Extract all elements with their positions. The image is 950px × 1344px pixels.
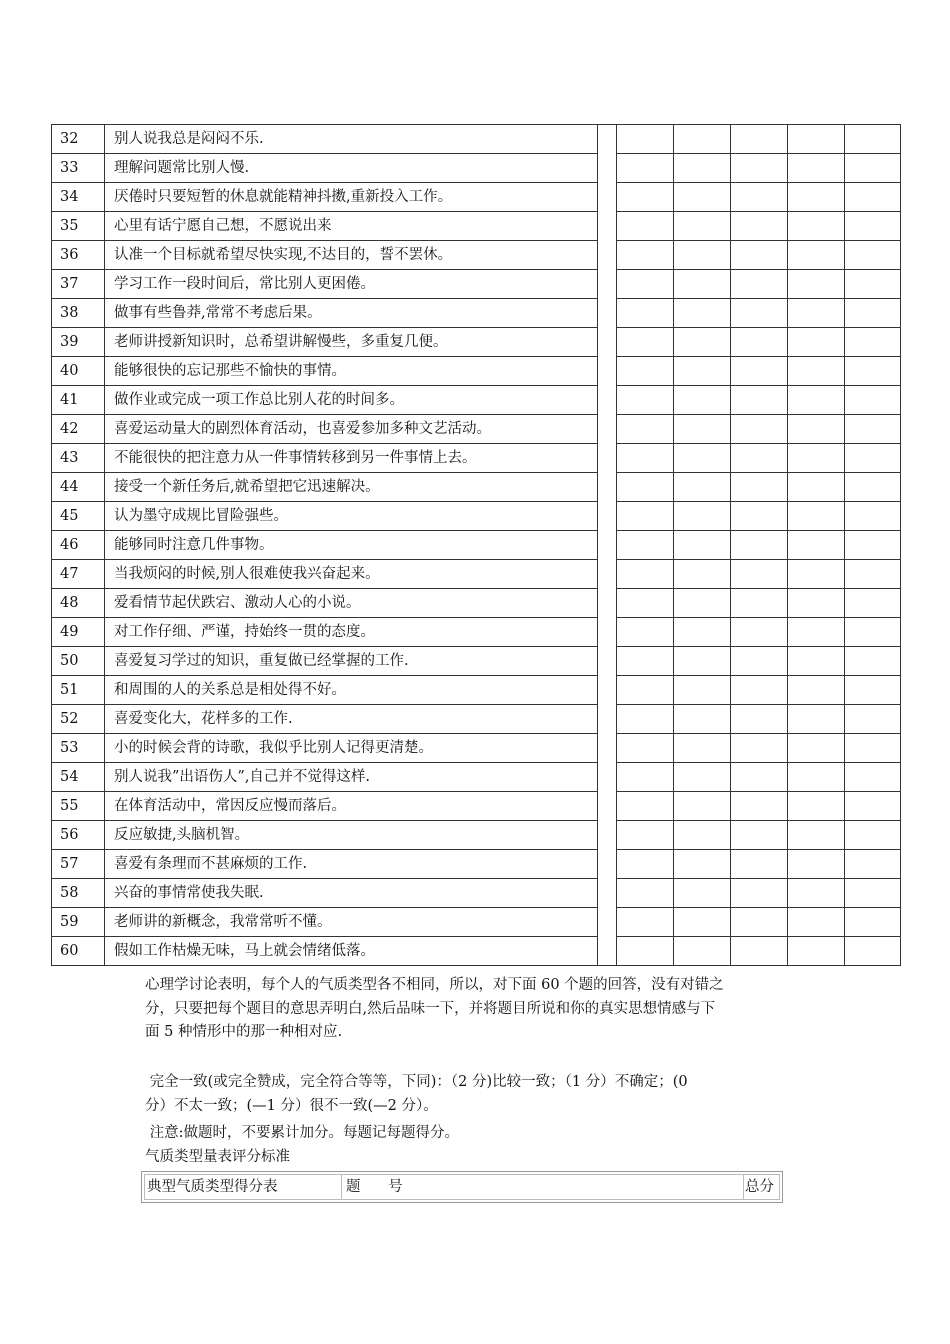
question-row — [52, 270, 901, 299]
score-table-type-header: 典型气质类型得分表 — [147, 1179, 278, 1195]
answer-cell[interactable] — [617, 821, 674, 850]
answer-cell[interactable] — [674, 647, 731, 676]
answer-cell[interactable] — [845, 850, 901, 879]
separator-cell — [598, 676, 617, 705]
question-text: 爱看情节起伏跌宕、激动人心的小说。 — [105, 589, 598, 618]
answer-cell[interactable] — [845, 212, 901, 241]
question-row — [52, 531, 901, 560]
answer-cell[interactable] — [788, 647, 845, 676]
answer-cell[interactable] — [731, 792, 788, 821]
question-row — [52, 299, 901, 328]
question-number: 52 — [52, 705, 105, 734]
scale-line: 完全一致(或完全赞成，完全符合等等，下同)：（2 分)比较一致；（1 分）不确定；(0 — [145, 1074, 688, 1090]
question-row — [52, 676, 901, 705]
question-text: 别人说我”出语伤人”,自己并不觉得这样. — [105, 763, 598, 792]
answer-cell[interactable] — [845, 676, 901, 705]
answer-cell[interactable] — [788, 328, 845, 357]
answer-cell[interactable] — [617, 618, 674, 647]
question-text: 学习工作一段时间后，常比别人更困倦。 — [105, 270, 598, 299]
answer-cell[interactable] — [788, 415, 845, 444]
answer-cell[interactable] — [617, 850, 674, 879]
answer-cell[interactable] — [674, 821, 731, 850]
answer-cell[interactable] — [845, 415, 901, 444]
answer-cell[interactable] — [617, 241, 674, 270]
question-row — [52, 241, 901, 270]
answer-cell[interactable] — [731, 937, 788, 966]
answer-cell[interactable] — [674, 125, 731, 154]
question-row — [52, 734, 901, 763]
question-text: 认为墨守成规比冒险强些。 — [105, 502, 598, 531]
answer-cell[interactable] — [617, 589, 674, 618]
question-row — [52, 589, 901, 618]
answer-cell[interactable] — [674, 212, 731, 241]
answer-cell[interactable] — [674, 357, 731, 386]
answer-cell[interactable] — [731, 328, 788, 357]
instructions-line: 面 5 种情形中的那一种相对应. — [145, 1024, 343, 1040]
separator-cell — [598, 618, 617, 647]
answer-cell[interactable] — [731, 473, 788, 502]
answer-cell[interactable] — [845, 589, 901, 618]
question-row — [52, 879, 901, 908]
question-number: 44 — [52, 473, 105, 502]
answer-cell[interactable] — [617, 270, 674, 299]
answer-cell[interactable] — [674, 560, 731, 589]
question-text: 喜爱有条理而不甚麻烦的工作. — [105, 850, 598, 879]
answer-cell[interactable] — [674, 618, 731, 647]
question-row — [52, 792, 901, 821]
answer-cell[interactable] — [731, 444, 788, 473]
answer-cell[interactable] — [731, 850, 788, 879]
answer-cell[interactable] — [617, 212, 674, 241]
question-number: 49 — [52, 618, 105, 647]
question-number: 42 — [52, 415, 105, 444]
separator-cell — [598, 154, 617, 183]
question-row — [52, 908, 901, 937]
question-text: 喜爱变化大，花样多的工作. — [105, 705, 598, 734]
answer-cell[interactable] — [731, 734, 788, 763]
question-row — [52, 705, 901, 734]
question-row — [52, 502, 901, 531]
answer-cell[interactable] — [674, 792, 731, 821]
answer-cell[interactable] — [845, 183, 901, 212]
question-number: 46 — [52, 531, 105, 560]
separator-cell — [598, 386, 617, 415]
answer-cell[interactable] — [788, 676, 845, 705]
question-number: 59 — [52, 908, 105, 937]
question-text: 不能很快的把注意力从一件事情转移到另一件事情上去。 — [105, 444, 598, 473]
answer-cell[interactable] — [845, 763, 901, 792]
answer-cell[interactable] — [788, 270, 845, 299]
score-table — [141, 1171, 783, 1203]
question-number: 54 — [52, 763, 105, 792]
answer-cell[interactable] — [617, 357, 674, 386]
answer-cell[interactable] — [845, 705, 901, 734]
question-text: 和周围的人的关系总是相处得不好。 — [105, 676, 598, 705]
answer-cell[interactable] — [845, 879, 901, 908]
question-text: 老师讲授新知识时，总希望讲解慢些，多重复几便。 — [105, 328, 598, 357]
separator-cell — [598, 415, 617, 444]
answer-cell[interactable] — [617, 502, 674, 531]
question-number: 58 — [52, 879, 105, 908]
question-text: 接受一个新任务后,就希望把它迅速解决。 — [105, 473, 598, 502]
question-text: 对工作仔细、严谨，持始终一贯的态度。 — [105, 618, 598, 647]
question-number: 45 — [52, 502, 105, 531]
question-row — [52, 212, 901, 241]
separator-cell — [598, 589, 617, 618]
answer-cell[interactable] — [788, 444, 845, 473]
question-row — [52, 763, 901, 792]
answer-cell[interactable] — [731, 299, 788, 328]
question-number: 32 — [52, 125, 105, 154]
answer-cell[interactable] — [731, 705, 788, 734]
question-text: 能够很快的忘记那些不愉快的事情。 — [105, 357, 598, 386]
separator-cell — [598, 879, 617, 908]
question-number: 36 — [52, 241, 105, 270]
separator-cell — [598, 705, 617, 734]
answer-cell[interactable] — [845, 125, 901, 154]
answer-cell[interactable] — [617, 647, 674, 676]
answer-cell[interactable] — [617, 154, 674, 183]
question-number: 50 — [52, 647, 105, 676]
separator-cell — [598, 531, 617, 560]
question-row — [52, 444, 901, 473]
question-number: 38 — [52, 299, 105, 328]
answer-cell[interactable] — [674, 502, 731, 531]
answer-cell[interactable] — [788, 879, 845, 908]
answer-cell[interactable] — [845, 270, 901, 299]
answer-cell[interactable] — [845, 473, 901, 502]
question-row — [52, 125, 901, 154]
question-text: 能够同时注意几件事物。 — [105, 531, 598, 560]
standard-title: 气质类型量表评分标准 — [145, 1149, 290, 1165]
question-number: 55 — [52, 792, 105, 821]
separator-cell — [598, 734, 617, 763]
answer-cell[interactable] — [788, 618, 845, 647]
answer-cell[interactable] — [731, 125, 788, 154]
answer-cell[interactable] — [731, 183, 788, 212]
separator-cell — [598, 444, 617, 473]
score-table-question-header: 题 号 — [341, 1175, 746, 1199]
answer-cell[interactable] — [788, 937, 845, 966]
answer-cell[interactable] — [674, 241, 731, 270]
answer-cell[interactable] — [731, 647, 788, 676]
answer-cell[interactable] — [617, 560, 674, 589]
answer-cell[interactable] — [731, 908, 788, 937]
question-row — [52, 154, 901, 183]
question-number: 39 — [52, 328, 105, 357]
answer-cell[interactable] — [845, 821, 901, 850]
score-table-total-header: 总分 — [743, 1175, 783, 1199]
answer-cell[interactable] — [788, 357, 845, 386]
answer-cell[interactable] — [845, 908, 901, 937]
question-row — [52, 560, 901, 589]
question-text: 当我烦闷的时候,别人很难使我兴奋起来。 — [105, 560, 598, 589]
answer-cell[interactable] — [788, 531, 845, 560]
answer-cell[interactable] — [845, 618, 901, 647]
answer-cell[interactable] — [617, 473, 674, 502]
separator-cell — [598, 502, 617, 531]
answer-cell[interactable] — [845, 647, 901, 676]
scale-line: 分）不太一致；(—1 分）很不一致(—2 分）。 — [145, 1097, 438, 1114]
answer-cell[interactable] — [674, 705, 731, 734]
instructions-paragraph — [145, 974, 815, 1045]
question-text: 别人说我总是闷闷不乐. — [105, 125, 598, 154]
question-number: 33 — [52, 154, 105, 183]
answer-cell[interactable] — [674, 734, 731, 763]
question-row — [52, 415, 901, 444]
separator-cell — [598, 792, 617, 821]
separator-cell — [598, 212, 617, 241]
separator-cell — [598, 357, 617, 386]
separator-cell — [598, 937, 617, 966]
answer-cell[interactable] — [731, 386, 788, 415]
questionnaire-table — [51, 124, 901, 966]
answer-cell[interactable] — [845, 560, 901, 589]
answer-cell[interactable] — [788, 473, 845, 502]
answer-cell[interactable] — [674, 386, 731, 415]
answer-cell[interactable] — [674, 850, 731, 879]
answer-cell[interactable] — [617, 444, 674, 473]
answer-cell[interactable] — [674, 183, 731, 212]
question-number: 35 — [52, 212, 105, 241]
question-number: 48 — [52, 589, 105, 618]
answer-cell[interactable] — [845, 299, 901, 328]
separator-cell — [598, 560, 617, 589]
question-text: 反应敏捷,头脑机智。 — [105, 821, 598, 850]
separator-cell — [598, 850, 617, 879]
answer-cell[interactable] — [845, 386, 901, 415]
question-text: 心里有话宁愿自己想，不愿说出来 — [105, 212, 598, 241]
answer-cell[interactable] — [845, 328, 901, 357]
answer-cell[interactable] — [845, 792, 901, 821]
answer-cell[interactable] — [617, 937, 674, 966]
answer-cell[interactable] — [674, 676, 731, 705]
answer-cell[interactable] — [674, 879, 731, 908]
answer-cell[interactable] — [731, 502, 788, 531]
answer-cell[interactable] — [845, 502, 901, 531]
answer-cell[interactable] — [674, 328, 731, 357]
answer-cell[interactable] — [788, 154, 845, 183]
question-row — [52, 821, 901, 850]
answer-cell[interactable] — [731, 241, 788, 270]
question-number: 60 — [52, 937, 105, 966]
answer-cell[interactable] — [788, 763, 845, 792]
answer-cell[interactable] — [731, 415, 788, 444]
answer-cell[interactable] — [617, 792, 674, 821]
question-row — [52, 937, 901, 966]
separator-cell — [598, 241, 617, 270]
answer-cell[interactable] — [731, 589, 788, 618]
answer-cell[interactable] — [674, 937, 731, 966]
answer-cell[interactable] — [788, 734, 845, 763]
question-number: 43 — [52, 444, 105, 473]
answer-cell[interactable] — [617, 908, 674, 937]
separator-cell — [598, 763, 617, 792]
answer-cell[interactable] — [674, 908, 731, 937]
answer-cell[interactable] — [617, 183, 674, 212]
answer-cell[interactable] — [731, 531, 788, 560]
answer-cell[interactable] — [845, 444, 901, 473]
question-text: 老师讲的新概念，我常常听不懂。 — [105, 908, 598, 937]
answer-cell[interactable] — [617, 676, 674, 705]
separator-cell — [598, 183, 617, 212]
answer-cell[interactable] — [617, 386, 674, 415]
separator-cell — [598, 328, 617, 357]
separator-cell — [598, 908, 617, 937]
answer-cell[interactable] — [617, 328, 674, 357]
answer-cell[interactable] — [788, 821, 845, 850]
question-number: 41 — [52, 386, 105, 415]
answer-cell[interactable] — [617, 879, 674, 908]
answer-cell[interactable] — [731, 357, 788, 386]
answer-cell[interactable] — [788, 386, 845, 415]
answer-cell[interactable] — [731, 763, 788, 792]
answer-cell[interactable] — [845, 531, 901, 560]
scoring-scale — [145, 1071, 815, 1118]
question-text: 喜爱复习学过的知识，重复做已经掌握的工作. — [105, 647, 598, 676]
question-number: 37 — [52, 270, 105, 299]
answer-cell[interactable] — [617, 734, 674, 763]
question-row — [52, 183, 901, 212]
question-row — [52, 850, 901, 879]
question-row — [52, 618, 901, 647]
instructions-line: 分，只要把每个题目的意思弄明白,然后品味一下，并将题目所说和你的真实思想情感与下 — [145, 1000, 716, 1017]
separator-cell — [598, 270, 617, 299]
question-text: 小的时候会背的诗歌，我似乎比别人记得更清楚。 — [105, 734, 598, 763]
answer-cell[interactable] — [731, 212, 788, 241]
question-text: 兴奋的事情常使我失眠. — [105, 879, 598, 908]
question-row — [52, 328, 901, 357]
answer-cell[interactable] — [731, 154, 788, 183]
question-row — [52, 357, 901, 386]
separator-cell — [598, 125, 617, 154]
question-number: 51 — [52, 676, 105, 705]
answer-cell[interactable] — [674, 531, 731, 560]
answer-cell[interactable] — [731, 618, 788, 647]
answer-cell[interactable] — [845, 357, 901, 386]
answer-cell[interactable] — [617, 531, 674, 560]
answer-cell[interactable] — [845, 154, 901, 183]
answer-cell[interactable] — [788, 560, 845, 589]
question-text: 喜爱运动量大的剧烈体育活动，也喜爱参加多种文艺活动。 — [105, 415, 598, 444]
answer-cell[interactable] — [788, 908, 845, 937]
question-text: 做作业或完成一项工作总比别人花的时间多。 — [105, 386, 598, 415]
question-text: 认准一个目标就希望尽快实现,不达目的，誓不罢休。 — [105, 241, 598, 270]
question-row — [52, 647, 901, 676]
question-text: 在体育活动中，常因反应慢而落后。 — [105, 792, 598, 821]
answer-cell[interactable] — [731, 560, 788, 589]
answer-cell[interactable] — [731, 821, 788, 850]
answer-cell[interactable] — [674, 473, 731, 502]
answer-cell[interactable] — [674, 299, 731, 328]
answer-cell[interactable] — [788, 299, 845, 328]
answer-cell[interactable] — [845, 734, 901, 763]
question-row — [52, 473, 901, 502]
answer-cell[interactable] — [674, 270, 731, 299]
answer-cell[interactable] — [617, 705, 674, 734]
answer-cell[interactable] — [674, 154, 731, 183]
question-number: 47 — [52, 560, 105, 589]
question-row — [52, 386, 901, 415]
question-number: 56 — [52, 821, 105, 850]
answer-cell[interactable] — [674, 444, 731, 473]
separator-cell — [598, 473, 617, 502]
instructions-line: 心理学讨论表明，每个人的气质类型各不相同，所以，对下面 60 个题的回答，没有对错之 — [145, 977, 724, 993]
answer-cell[interactable] — [731, 270, 788, 299]
question-number: 57 — [52, 850, 105, 879]
answer-cell[interactable] — [674, 589, 731, 618]
question-text: 厌倦时只要短暂的休息就能精神抖擞,重新投入工作。 — [105, 183, 598, 212]
question-text: 假如工作枯燥无味，马上就会情绪低落。 — [105, 937, 598, 966]
answer-cell[interactable] — [845, 241, 901, 270]
separator-cell — [598, 299, 617, 328]
answer-cell[interactable] — [617, 415, 674, 444]
answer-cell[interactable] — [617, 125, 674, 154]
answer-cell[interactable] — [788, 792, 845, 821]
answer-cell[interactable] — [788, 212, 845, 241]
answer-cell[interactable] — [731, 879, 788, 908]
answer-cell[interactable] — [845, 937, 901, 966]
note-text: 注意:做题时，不要累计加分。每题记每题得分。 — [145, 1125, 459, 1141]
answer-cell[interactable] — [617, 299, 674, 328]
answer-cell[interactable] — [788, 241, 845, 270]
question-number: 53 — [52, 734, 105, 763]
answer-cell[interactable] — [788, 183, 845, 212]
separator-cell — [598, 647, 617, 676]
separator-cell — [598, 821, 617, 850]
answer-cell[interactable] — [788, 502, 845, 531]
answer-cell[interactable] — [788, 125, 845, 154]
answer-cell[interactable] — [788, 705, 845, 734]
answer-cell[interactable] — [731, 676, 788, 705]
answer-cell[interactable] — [617, 763, 674, 792]
answer-cell[interactable] — [674, 415, 731, 444]
question-text: 理解问题常比别人慢. — [105, 154, 598, 183]
answer-cell[interactable] — [788, 850, 845, 879]
question-number: 40 — [52, 357, 105, 386]
answer-cell[interactable] — [788, 589, 845, 618]
question-number: 34 — [52, 183, 105, 212]
answer-cell[interactable] — [674, 763, 731, 792]
question-text: 做事有些鲁莽,常常不考虑后果。 — [105, 299, 598, 328]
